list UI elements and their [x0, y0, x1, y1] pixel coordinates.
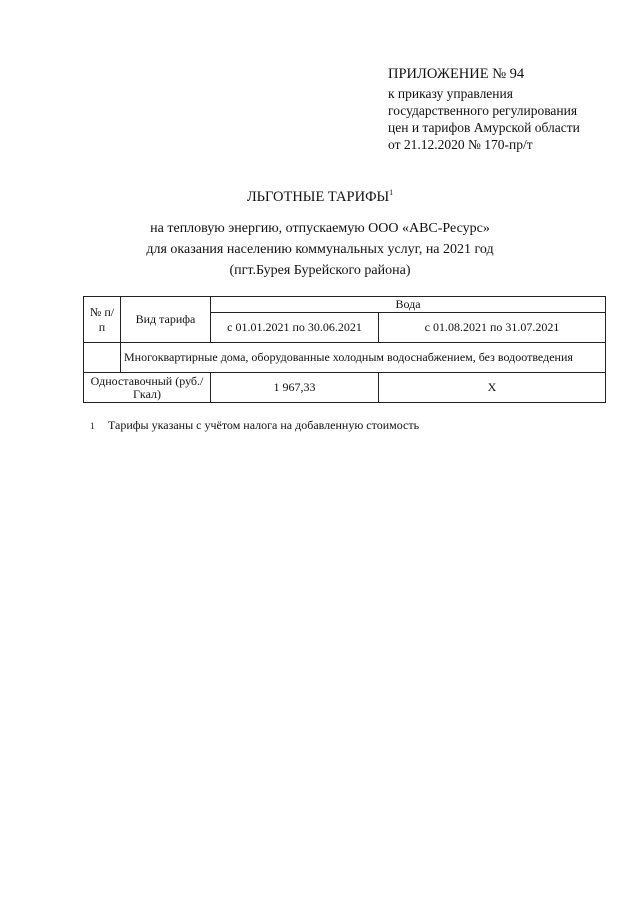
- document-title-text: ЛЬГОТНЫЕ ТАРИФЫ: [246, 188, 390, 205]
- subtitle-line-3: (пгт.Бурея Бурейского района): [229, 263, 411, 278]
- footnote-text: Тарифы указаны с учётом налога на добавленную стоимость: [108, 418, 420, 432]
- tariff-table: [83, 296, 606, 403]
- appendix-line-4: от 21.12.2020 № 170-пр/т: [388, 137, 533, 152]
- value-period-2-cell: Х: [379, 373, 606, 403]
- appendix-line-3: цен и тарифов Амурской области: [388, 120, 580, 135]
- appendix-line-1: к приказу управления: [388, 86, 513, 101]
- table-row: [84, 373, 606, 403]
- subtitle-line-1: на тепловую энергию, отпускаемую ООО «АВС-Ресурс»: [150, 221, 490, 236]
- category-cell: Многоквартирные дома, оборудованные холодным водоснабжением, без водоотведения: [121, 343, 606, 373]
- header-period-2: с 01.08.2021 по 31.07.2021: [379, 313, 606, 343]
- appendix-block: [388, 66, 580, 153]
- footnote-mark: 1: [90, 421, 95, 431]
- footnote: [90, 418, 419, 433]
- document-title: [0, 188, 640, 206]
- title-footnote-mark: 1: [389, 188, 394, 197]
- header-period-1: с 01.01.2021 по 30.06.2021: [211, 313, 379, 343]
- subtitle-line-2: для оказания населению коммунальных услуг, на 2021 год: [146, 242, 494, 257]
- table-header-row: [84, 297, 606, 313]
- header-number: № п/п: [84, 297, 121, 343]
- value-period-1-cell: 1 967,33: [211, 373, 379, 403]
- row-label-cell: Одноставочный (руб./Гкал): [84, 373, 211, 403]
- appendix-line-2: государственного регулирования: [388, 103, 578, 118]
- header-tariff-type: Вид тарифа: [121, 297, 211, 343]
- header-water-group: Вода: [211, 297, 606, 313]
- table-category-row: [84, 343, 606, 373]
- appendix-title: ПРИЛОЖЕНИЕ № 94: [388, 66, 525, 82]
- category-number-cell: [84, 343, 121, 373]
- document-subtitle: [0, 218, 640, 281]
